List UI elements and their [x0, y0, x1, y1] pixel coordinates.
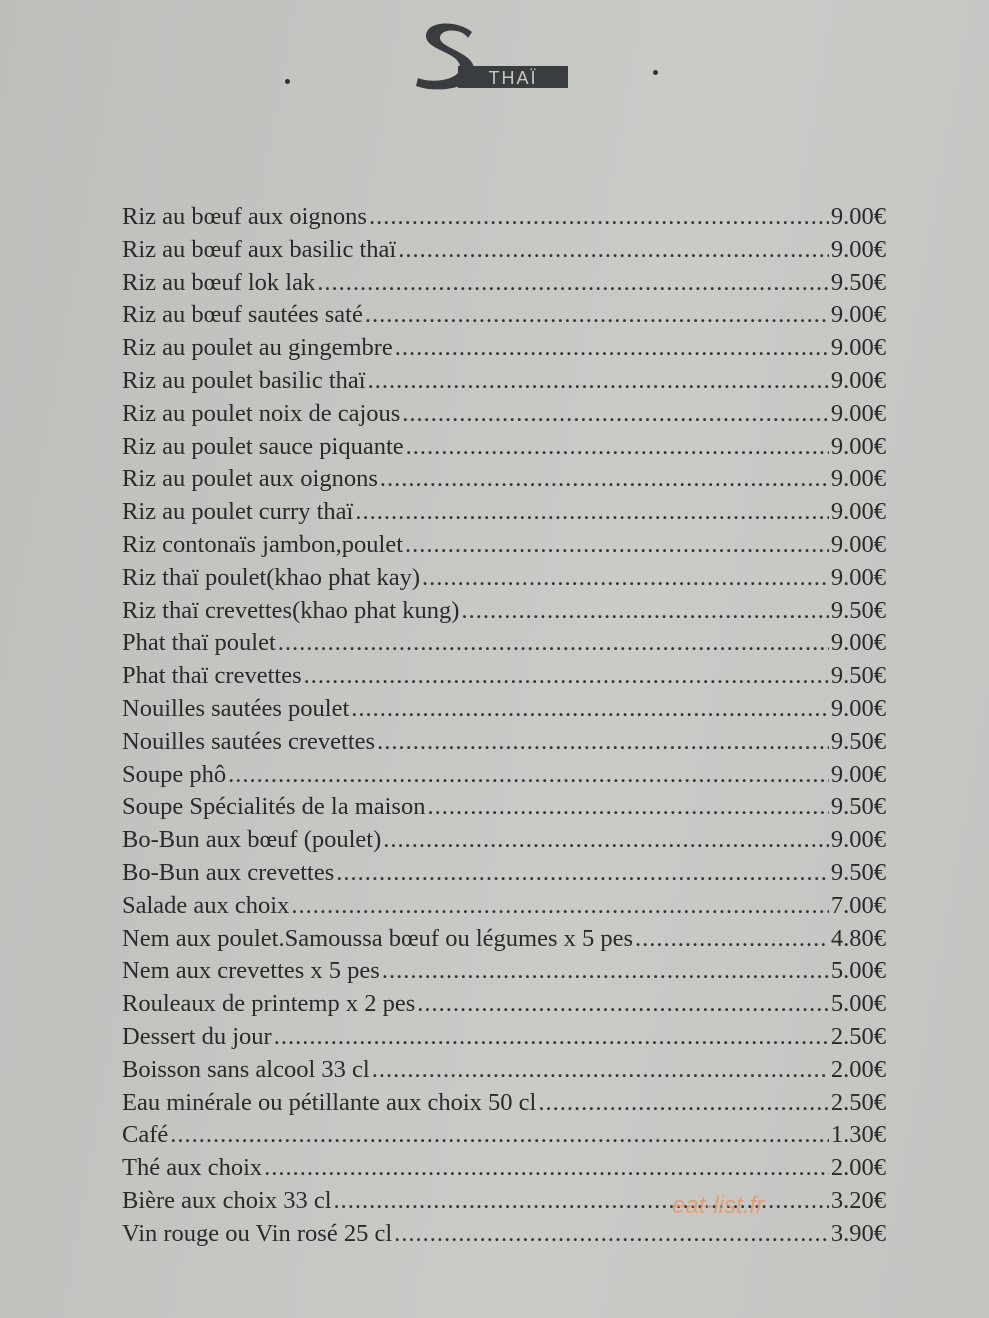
menu-item-price: 1.30€	[830, 1121, 886, 1149]
menu-item	[122, 761, 886, 794]
dot-leader	[274, 1023, 829, 1051]
menu-item	[122, 1023, 886, 1056]
menu-item-name: Riz au poulet sauce piquante	[122, 432, 404, 460]
dot-leader	[635, 925, 829, 953]
menu-item-name: Boisson sans alcool 33 cl	[122, 1055, 370, 1083]
menu-item-name: Nouilles sautées crevettes	[122, 727, 376, 755]
menu-list	[122, 203, 886, 1253]
menu-item-price: 4.80€	[830, 924, 886, 952]
menu-item-price: 9.00€	[830, 826, 886, 854]
menu-item	[122, 433, 886, 466]
menu-item	[122, 1056, 886, 1089]
menu-item	[122, 564, 886, 597]
menu-item-price: 9.00€	[830, 760, 886, 788]
menu-item-price: 3.90€	[830, 1219, 886, 1247]
menu-item-name: Riz thaï crevettes(khao phat kung)	[122, 596, 460, 624]
menu-item-price: 9.00€	[830, 498, 886, 526]
dot-leader	[368, 367, 829, 395]
dot-leader	[461, 597, 828, 625]
dot-leader	[264, 1154, 829, 1182]
menu-item-name: Eau minérale ou pétillante aux choix 50 cl	[122, 1088, 537, 1116]
restaurant-logo	[414, 18, 574, 94]
menu-item	[122, 925, 886, 958]
menu-item-name: Rouleaux de printemp x 2 pes	[122, 990, 416, 1018]
dot-leader	[405, 531, 829, 559]
menu-item	[122, 826, 886, 859]
menu-item-price: 9.00€	[830, 530, 886, 558]
menu-item-name: Riz au poulet au gingembre	[122, 334, 393, 362]
dot-leader	[351, 695, 829, 723]
menu-item-price: 5.00€	[830, 957, 886, 985]
menu-item	[122, 269, 886, 302]
dot-leader	[383, 826, 829, 854]
menu-item-price: 2.50€	[830, 1022, 886, 1050]
menu-item	[122, 236, 886, 269]
menu-item-name: Nem aux poulet.Samoussa bœuf ou légumes x 5 pes	[122, 924, 634, 952]
menu-item	[122, 728, 886, 761]
dot-leader	[278, 629, 829, 657]
menu-item-price: 5.00€	[830, 990, 886, 1018]
decorative-dot-left	[285, 79, 290, 84]
dot-leader	[382, 957, 829, 985]
menu-item	[122, 203, 886, 236]
menu-item-name: Salade aux choix	[122, 891, 290, 919]
menu-item-price: 9.00€	[830, 694, 886, 722]
menu-item-name: Riz thaï poulet(khao phat kay)	[122, 563, 420, 591]
dot-leader	[304, 662, 829, 690]
menu-item-price: 9.50€	[830, 858, 886, 886]
menu-item	[122, 498, 886, 531]
menu-item-name: Thé aux choix	[122, 1154, 263, 1182]
dot-leader	[395, 334, 829, 362]
menu-item-name: Riz au bœuf aux basilic thaï	[122, 235, 397, 263]
menu-item	[122, 1187, 886, 1220]
menu-item-name: Riz au bœuf lok lak	[122, 268, 316, 296]
menu-item	[122, 662, 886, 695]
menu-item-price: 9.00€	[830, 432, 886, 460]
menu-item-price: 9.50€	[830, 793, 886, 821]
dot-leader	[398, 236, 829, 264]
menu-item-name: Nem aux crevettes x 5 pes	[122, 957, 380, 985]
menu-item-price: 9.00€	[830, 301, 886, 329]
menu-item-price: 9.50€	[830, 596, 886, 624]
menu-item	[122, 1089, 886, 1122]
dot-leader	[369, 203, 829, 231]
menu-item	[122, 990, 886, 1023]
dot-leader	[336, 859, 829, 887]
dot-leader	[538, 1089, 829, 1117]
menu-item-name: Phat thaï poulet	[122, 629, 276, 657]
dot-leader	[355, 498, 829, 526]
menu-item-name: Riz au bœuf aux oignons	[122, 203, 367, 230]
dot-leader	[406, 433, 829, 461]
menu-item	[122, 1154, 886, 1187]
menu-item-name: Soupe phô	[122, 760, 227, 788]
watermark: eat-list.fr	[672, 1192, 765, 1219]
menu-item-price: 2.00€	[830, 1154, 886, 1182]
menu-item	[122, 597, 886, 630]
menu-item	[122, 465, 886, 498]
menu-item-name: Dessert du jour	[122, 1022, 272, 1050]
menu-item	[122, 859, 886, 892]
dot-leader	[372, 1056, 829, 1084]
menu-item-price: 3.20€	[830, 1186, 886, 1214]
menu-item	[122, 695, 886, 728]
dot-leader	[402, 400, 829, 428]
menu-item-price: 9.00€	[830, 366, 886, 394]
dot-leader	[170, 1121, 829, 1149]
dot-leader	[291, 892, 829, 920]
dot-leader	[380, 465, 829, 493]
menu-item	[122, 301, 886, 334]
menu-item-name: Phat thaï crevettes	[122, 662, 302, 690]
menu-item-name: Vin rouge ou Vin rosé 25 cl	[122, 1219, 393, 1247]
dot-leader	[417, 990, 829, 1018]
dot-leader	[422, 564, 829, 592]
menu-item-price: 9.00€	[830, 399, 886, 427]
dot-leader	[427, 793, 828, 821]
menu-item-price: 9.50€	[830, 727, 886, 755]
menu-item-name: Bo-Bun aux bœuf (poulet)	[122, 826, 382, 854]
menu-item-price: 9.00€	[830, 563, 886, 591]
menu-item	[122, 1121, 886, 1154]
menu-item-price: 9.50€	[830, 662, 886, 690]
dot-leader	[377, 728, 829, 756]
menu-item-price: 9.50€	[830, 268, 886, 296]
menu-item-price: 9.00€	[830, 334, 886, 362]
menu-item-name: Riz au bœuf sautées saté	[122, 301, 363, 329]
menu-item-name: Soupe Spécialités de la maison	[122, 793, 426, 821]
logo-text: THAÏ	[488, 68, 538, 88]
menu-item	[122, 1220, 886, 1253]
decorative-dot-right	[653, 70, 658, 75]
menu-item-name: Riz au poulet basilic thaï	[122, 366, 366, 394]
menu-item-name: Riz au poulet curry thaï	[122, 498, 354, 526]
menu-item	[122, 629, 886, 662]
menu-item-price: 9.00€	[830, 235, 886, 263]
dot-leader	[228, 761, 829, 789]
menu-item	[122, 367, 886, 400]
menu-item-name: Riz au poulet aux oignons	[122, 465, 378, 493]
menu-item-price: 2.00€	[830, 1055, 886, 1083]
menu-item	[122, 531, 886, 564]
menu-item	[122, 334, 886, 367]
dot-leader	[317, 269, 829, 297]
menu-item-name: Bo-Bun aux crevettes	[122, 858, 335, 886]
menu-item	[122, 892, 886, 925]
menu-item-price: 9.00€	[830, 203, 886, 230]
menu-item-price: 9.00€	[830, 465, 886, 493]
menu-item-name: Nouilles sautées poulet	[122, 694, 350, 722]
dot-leader	[394, 1220, 829, 1248]
menu-item-name: Riz contonaïs jambon,poulet	[122, 530, 404, 558]
menu-item-name: Bière aux choix 33 cl	[122, 1186, 332, 1214]
dot-leader	[365, 301, 829, 329]
menu-item-price: 9.00€	[830, 629, 886, 657]
menu-item-price: 2.50€	[830, 1088, 886, 1116]
menu-item	[122, 793, 886, 826]
menu-item	[122, 957, 886, 990]
menu-item-name: Riz au poulet noix de cajous	[122, 399, 401, 427]
menu-item	[122, 400, 886, 433]
menu-item-price: 7.00€	[830, 891, 886, 919]
menu-item-name: Café	[122, 1121, 169, 1149]
